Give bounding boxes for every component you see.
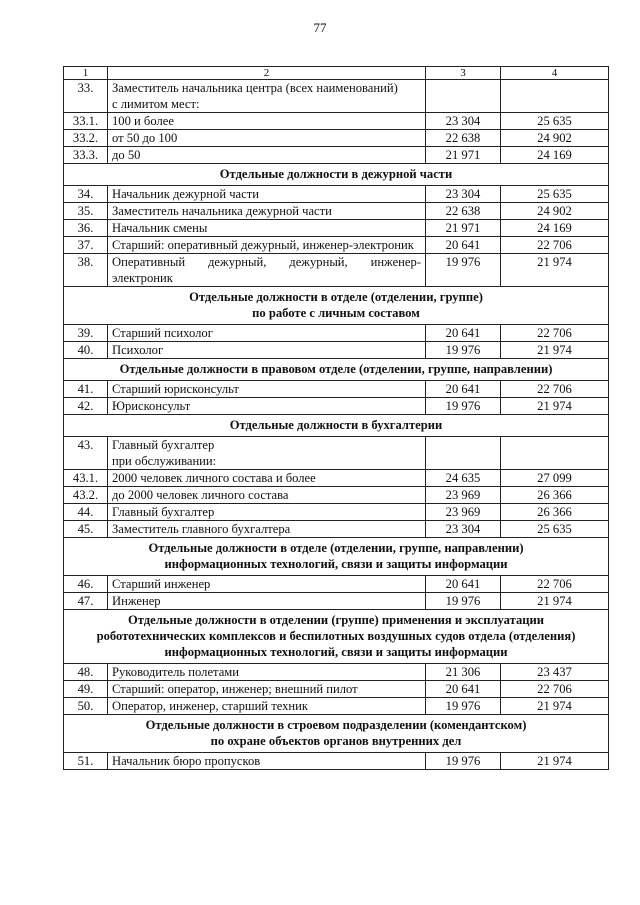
row-number-cell: 48. [64,664,108,681]
header-col-2: 2 [108,67,426,80]
position-name-cell: Оператор, инженер, старший техник [108,698,426,715]
row-number-cell: 45. [64,521,108,538]
salary-table [63,66,609,770]
table-row [64,80,609,113]
salary-col-3-cell: 19 976 [426,342,501,359]
row-number-cell: 34. [64,186,108,203]
table-body [64,67,609,770]
table-row [64,521,609,538]
table-row [64,504,609,521]
salary-col-3-cell: 23 304 [426,186,501,203]
salary-col-3-cell: 19 976 [426,593,501,610]
table-header-row [64,67,609,80]
section-title: Отдельные должности в отделе (отделении, группе, направлении) информационных технологий, связи и защиты информации [64,538,609,576]
section-title: Отдельные должности в дежурной части [64,164,609,186]
salary-col-3-cell: 20 641 [426,576,501,593]
salary-col-4-cell: 22 706 [501,576,609,593]
position-name-cell: Заместитель главного бухгалтера [108,521,426,538]
row-number-cell: 36. [64,220,108,237]
row-number-cell: 44. [64,504,108,521]
table-row [64,254,609,287]
table-row [64,186,609,203]
header-col-1: 1 [64,67,108,80]
salary-col-3-cell: 21 971 [426,147,501,164]
salary-col-3-cell [426,80,501,113]
table-row [64,381,609,398]
section-title: Отдельные должности в отделении (группе) применения и эксплуатации робототехнических комплексов и беспилотных воздушных судов отдела (отделения) информационных технологий, связи и защиты информации [64,610,609,664]
header-col-3: 3 [426,67,501,80]
salary-col-4-cell [501,437,609,470]
salary-col-3-cell: 20 641 [426,681,501,698]
section-header-row [64,415,609,437]
table-row [64,487,609,504]
salary-col-3-cell: 20 641 [426,381,501,398]
salary-col-3-cell: 23 969 [426,504,501,521]
salary-col-4-cell: 24 902 [501,130,609,147]
row-number-cell: 39. [64,325,108,342]
table-row [64,753,609,770]
table-row [64,325,609,342]
position-name-cell: Заместитель начальника дежурной части [108,203,426,220]
row-number-cell: 40. [64,342,108,359]
position-name-cell: Заместитель начальника центра (всех наименований) с лимитом мест: [108,80,426,113]
header-col-4: 4 [501,67,609,80]
salary-col-4-cell: 22 706 [501,681,609,698]
table-row [64,437,609,470]
position-name-cell: Юрисконсульт [108,398,426,415]
table-row [64,147,609,164]
salary-col-3-cell: 24 635 [426,470,501,487]
row-number-cell: 37. [64,237,108,254]
section-title: Отдельные должности в отделе (отделении, группе) по работе с личным составом [64,287,609,325]
salary-col-4-cell: 21 974 [501,753,609,770]
section-header-row [64,538,609,576]
table-row [64,203,609,220]
salary-col-4-cell: 27 099 [501,470,609,487]
position-name-cell: от 50 до 100 [108,130,426,147]
row-number-cell: 43. [64,437,108,470]
salary-col-3-cell: 22 638 [426,130,501,147]
salary-col-4-cell: 26 366 [501,504,609,521]
position-name-cell: Главный бухгалтер при обслуживании: [108,437,426,470]
row-number-cell: 33.2. [64,130,108,147]
salary-col-3-cell: 22 638 [426,203,501,220]
salary-col-4-cell: 25 635 [501,186,609,203]
salary-col-4-cell: 25 635 [501,521,609,538]
row-number-cell: 41. [64,381,108,398]
row-number-cell: 46. [64,576,108,593]
salary-col-4-cell: 24 902 [501,203,609,220]
position-name-cell: Руководитель полетами [108,664,426,681]
salary-col-3-cell: 19 976 [426,698,501,715]
salary-col-3-cell: 20 641 [426,237,501,254]
salary-col-4-cell: 21 974 [501,593,609,610]
row-number-cell: 43.2. [64,487,108,504]
position-name-cell: Инженер [108,593,426,610]
page-number: 77 [313,20,327,35]
position-name-cell: Главный бухгалтер [108,504,426,521]
salary-col-4-cell: 22 706 [501,325,609,342]
row-number-cell: 33. [64,80,108,113]
section-header-row [64,287,609,325]
row-number-cell: 51. [64,753,108,770]
salary-col-3-cell: 19 976 [426,398,501,415]
salary-col-4-cell: 21 974 [501,342,609,359]
position-name-cell: Старший: оператор, инженер; внешний пилот [108,681,426,698]
salary-col-4-cell [501,80,609,113]
position-name-cell: Начальник бюро пропусков [108,753,426,770]
row-number-cell: 49. [64,681,108,698]
salary-col-4-cell: 22 706 [501,381,609,398]
position-name-cell: 100 и более [108,113,426,130]
table-row [64,342,609,359]
table-row [64,681,609,698]
salary-col-3-cell: 23 304 [426,521,501,538]
table-row [64,470,609,487]
row-number-cell: 38. [64,254,108,287]
table-row [64,664,609,681]
row-number-cell: 50. [64,698,108,715]
table-row [64,130,609,147]
position-name-cell: Психолог [108,342,426,359]
table-row [64,220,609,237]
salary-col-4-cell: 21 974 [501,698,609,715]
section-title: Отдельные должности в бухгалтерии [64,415,609,437]
salary-col-3-cell [426,437,501,470]
position-name-cell: Начальник смены [108,220,426,237]
position-name-cell: Старший юрисконсульт [108,381,426,398]
salary-col-3-cell: 21 971 [426,220,501,237]
position-name-cell: Оперативный дежурный, дежурный, инженер-электроник [108,254,426,287]
salary-col-4-cell: 24 169 [501,147,609,164]
salary-col-4-cell: 24 169 [501,220,609,237]
salary-col-4-cell: 21 974 [501,254,609,287]
salary-col-3-cell: 19 976 [426,753,501,770]
row-number-cell: 35. [64,203,108,220]
table-row [64,593,609,610]
salary-col-4-cell: 21 974 [501,398,609,415]
row-number-cell: 33.3. [64,147,108,164]
salary-col-4-cell: 25 635 [501,113,609,130]
salary-col-3-cell: 19 976 [426,254,501,287]
position-name-cell: Старший инженер [108,576,426,593]
table-row [64,113,609,130]
position-name-cell: 2000 человек личного состава и более [108,470,426,487]
salary-col-4-cell: 23 437 [501,664,609,681]
salary-col-3-cell: 23 969 [426,487,501,504]
row-number-cell: 47. [64,593,108,610]
table-row [64,698,609,715]
section-header-row [64,610,609,664]
row-number-cell: 43.1. [64,470,108,487]
table-row [64,576,609,593]
salary-col-3-cell: 20 641 [426,325,501,342]
row-number-cell: 42. [64,398,108,415]
section-header-row [64,715,609,753]
section-title: Отдельные должности в строевом подразделении (комендантском) по охране объектов органов внутренних дел [64,715,609,753]
row-number-cell: 33.1. [64,113,108,130]
salary-col-3-cell: 23 304 [426,113,501,130]
section-header-row [64,359,609,381]
position-name-cell: до 50 [108,147,426,164]
position-name-cell: Старший: оперативный дежурный, инженер-электроник [108,237,426,254]
section-header-row [64,164,609,186]
section-title: Отдельные должности в правовом отделе (отделении, группе, направлении) [64,359,609,381]
table-row [64,398,609,415]
salary-col-3-cell: 21 306 [426,664,501,681]
position-name-cell: Старший психолог [108,325,426,342]
position-name-cell: Начальник дежурной части [108,186,426,203]
table-row [64,237,609,254]
salary-col-4-cell: 22 706 [501,237,609,254]
position-name-cell: до 2000 человек личного состава [108,487,426,504]
salary-col-4-cell: 26 366 [501,487,609,504]
